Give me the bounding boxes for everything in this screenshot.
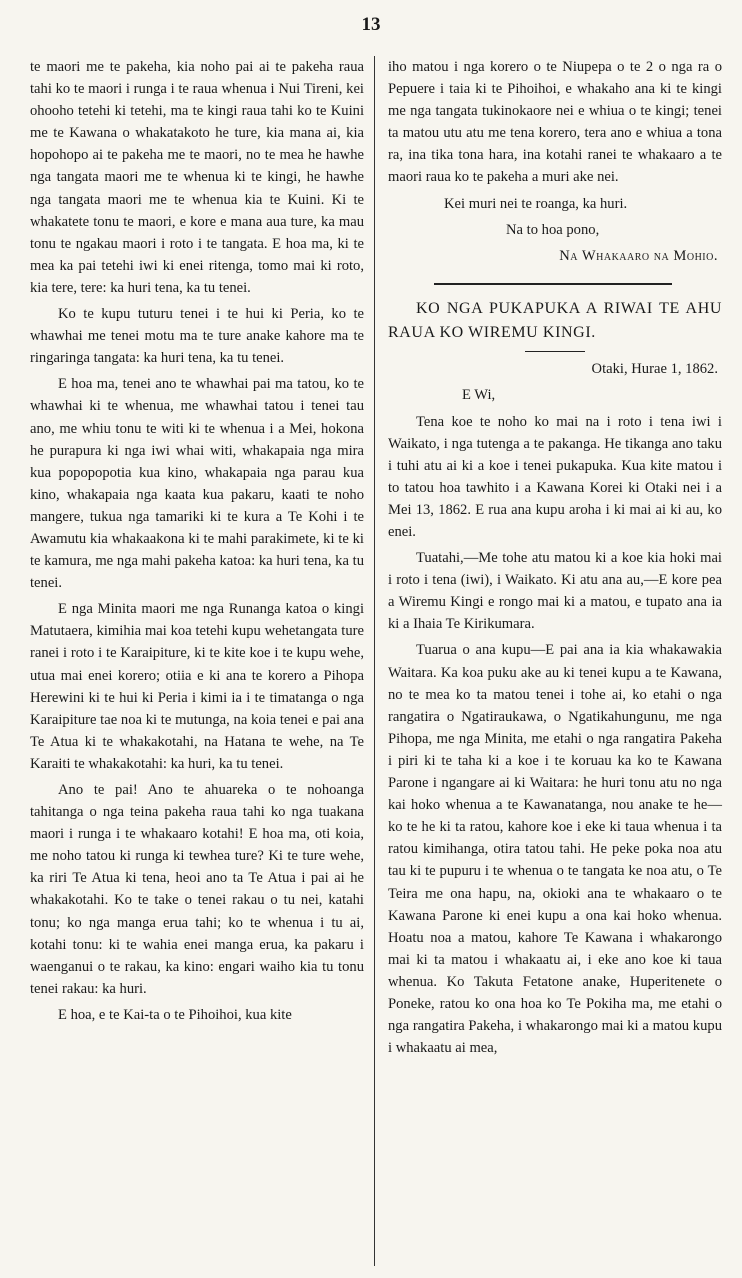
letter-valediction: Na to hoa pono,: [506, 221, 600, 238]
right-paragraph-1: Tena koe te noho ko mai na i roto i tena iwi i Waikato, i nga tutenga a te pakanga. He tikanga ano taku i tuhi atu ai ki a koe i tenei pukapuka. Kua kite matou i to tatou hoa tawhito i a Kawana Korei ki Otaki nei i a Mei 13, 1862. E rua ana kupu aroha i ki mai ai ki au, ko enei.: [388, 413, 722, 540]
left-paragraph-1: te maori me te pakeha, kia noho pai ai te pakeha raua tahi ko te maori i runga i te raua whenua i Nui Tireni, kei ohooho tetehi ki tetehi, ma te kingi raua tahi ko te Kuini me te Kawana o whakatakoto he ture, kia mana ai, kia hopohopo ai te pakeha me te maori, no te mea he hawhe nga tangata maori me te whenua ki te kingi, he hawhe nga tangata maori me te whenua kia te Kuini. Ki te whakatete tonu te maori, e kore e mana aua ture, ka mau tonu te ngakau maori i roto i te tangata. E hoa ma, ki te mea ka pai tetehi iwi ki enei ritenga, tomo mai ki roto, kia tere, tere: ka huri tena, ka tu tenei.: [30, 59, 364, 296]
left-paragraph-3: E hoa ma, tenei ano te whawhai pai ma tatou, ko te whawhai ki te whenua, me whawhai tatou i tenei tau ano, me whiu tonu te witi ki te whenua i a Mei, hokona he purapura ki nga iwi whai witi, whakapaia nga mira kua popopopotia kua kino, whakapaia nga parau kua kino, whakapaia nga kaata kua pakaru, kaati te noho mangere, tukua nga tamariki ki te kura a Te Kohi i te Awamutu kia whakaakona ki te mahi parakimete, ki te ki te kamura, me nga mahi pakeha katoa: ka huri tena, ka tu tenei.: [30, 376, 364, 592]
right-column: [388, 56, 722, 1063]
left-paragraph-6: E hoa, e te Kai-ta o te Pihoihoi, kua kite: [58, 1006, 292, 1023]
letter-closing: Kei muri nei te roanga, ka huri.: [444, 195, 628, 212]
heading-rule: [525, 351, 585, 353]
column-divider: [374, 56, 375, 1266]
left-column: [30, 56, 364, 1030]
right-paragraph-3: Tuarua o ana kupu—E pai ana ia kia whakawakia Waitara. Ka koa puku ake au ki tenei kupu a te Kawana, no te mea ko ta matou tenei i tohe ai, ko etahi o nga rangatira o Ngatiraukawa, o Ngatikahungunu, me nga Pihopa, me nga Minita, me etahi o nga rangatira Pakeha i piri ki te taha ki a koe i te koruau ka ko te Kawana Parone i ngangare ai ki Waitara: he huri tonu atu no nga kai hoko whenua a te Kawanatanga, nou anake te he—ko te he ki ta ratou, kahore koe i eke ki taua whenua i ta ratou kimihanga, otira tatou tahi. He peke poka noa atu tau ki te pupuru i te whenua o te tangata ke noa atu, o Te Teira me ona hapu, na, okioki ana te whakaaro o te Kawana Parone ki enei kupu a ona kai hoko whenua. Hoatu noa a matou, kahore Te Kawana i whakarongo mai ki ta matou i whakaatu ai, i eke ano koe ki taua whenua. Ko Takuta Fetatone anake, Huperitenete o Poneke, ratou ko ona hoa ko Te Pokiha ma, me etahi o nga rangatira Pakeha, i whakarongo mai ki a matou kupu i whakaatu ai mea,: [388, 642, 722, 1057]
right-intro-paragraph: iho matou i nga korero o te Niupepa o te 2 o nga ra o Pepuere i taia ki te Pihoihoi, e whakaho ana ki te kingi me nga tangata tukinokaore nei e whiua o te kingi; tenei ta matou utu atu me tena korero, tera ano e whiua a tona ra, ina tika tona hara, ina kotahi ranei te whakaaro a te maori raua ko te pakeha a muri ake nei.: [388, 59, 722, 186]
letter-heading: KO NGA PUKAPUKA A RIWAI TE AHU RAUA KO WIREMU KINGI.: [388, 299, 722, 341]
salutation: E Wi,: [462, 387, 496, 404]
right-paragraph-2: Tuatahi,—Me tohe atu matou ki a koe kia hoki mai i roto i tena (iwi), i Waikato. Ki atu ana au,—E kore pea a Wiremu Kingi e rongo mai ki a matou, e tupato ana ia ki a Ihaia Te Kirikumara.: [388, 550, 722, 633]
letter-signature: Na Whakaaro na Mohio.: [559, 247, 718, 264]
left-paragraph-2: Ko te kupu tuturu tenei i te hui ki Peria, ko te whawhai me tenei motu ma te ture anake kahore ma te ringaringa tangata: ka huri tena, ka tu tenei.: [30, 306, 364, 367]
dateline: Otaki, Hurae 1, 1862.: [591, 361, 718, 378]
left-paragraph-4: E nga Minita maori me nga Runanga katoa o kingi Matutaera, kimihia mai koa tetehi kupu wehetangata ture ranei i roto i te Karaipiture, ki te kite koe i te kupu wehe, utua mai enei korero; otiia e ki ana te korero a Pihopa Herewini ki te hui ki Peria i kimi ia i te timatanga o nga Karaipiture tae noa ki te mutunga, na koia tenei e pai ana Te Atua ki te whakakotahi, na Hatana te wehe, na Te Karaiti te whakakotahi: ka huri, ka tu tenei.: [30, 601, 364, 772]
section-separator: [434, 283, 672, 285]
left-paragraph-5: Ano te pai! Ano te ahuareka o te nohoanga tahitanga o nga teina pakeha raua tahi ko nga tuakana maori i runga i te whakaaro kotahi! E hoa ma, oti koia, me noho tatou ki runga ki tewhea ture? Ki te ture wehe, ka riri Te Atua ki tena, heoi ano ta Te Atua i pai ai he whakakotahi. Ko te take o tenei rakau o tu nei, katahi tonu; ko nga manga erua tahi; ko te whenua i tu ai, kotahi tonu: ki te wahia enei manga erua, ka pakaru i waenganui o te rakau, ka kino: engari waiho kia tu tonu tenei rakau: ka huri.: [30, 782, 364, 997]
page-number: 13: [361, 14, 381, 35]
